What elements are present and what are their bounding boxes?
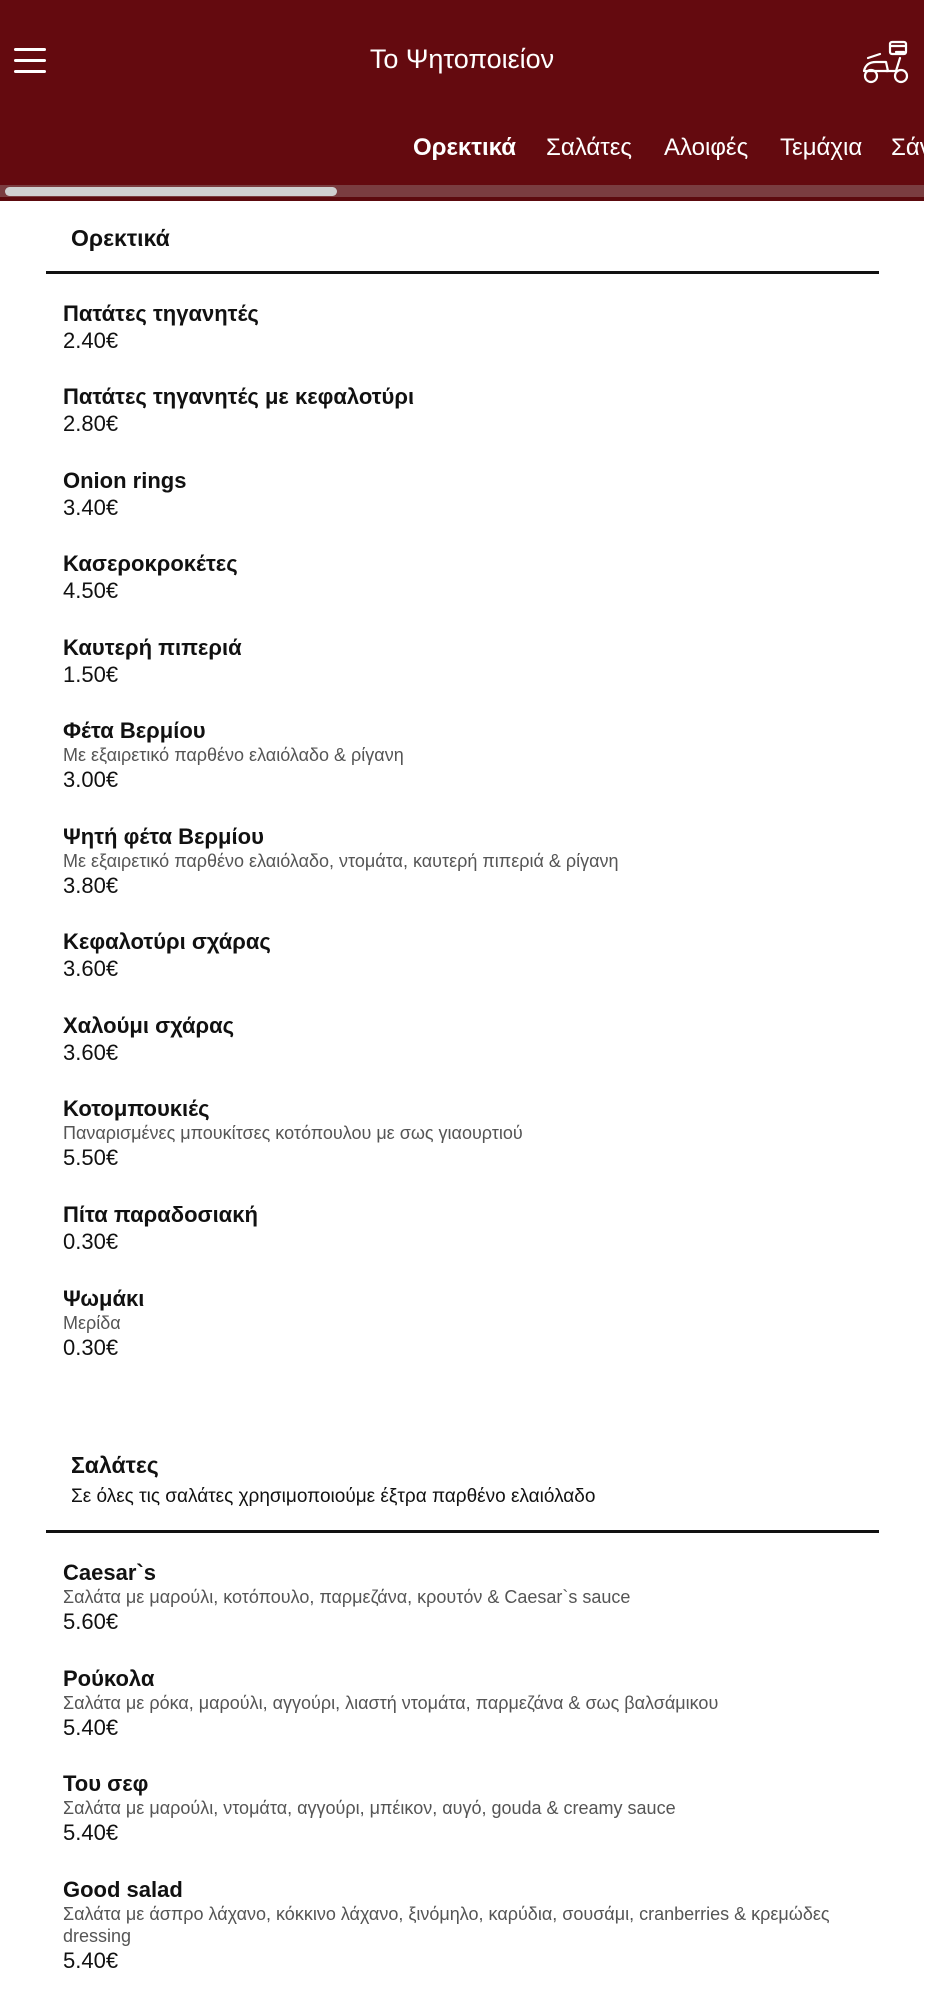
item-description: Σαλάτα με μαρούλι, κοτόπουλο, παρμεζάνα, κρουτόν & Caesar`s sauce	[63, 1587, 631, 1607]
item-price: 2.80€	[63, 411, 119, 436]
item-description: Σαλάτα με μαρούλι, ντομάτα, αγγούρι, μπέικον, αυγό, gouda & creamy sauce	[63, 1798, 676, 1818]
tab-temaxia[interactable]: Τεμάχια	[780, 134, 863, 161]
section-subtitle: Σε όλες τις σαλάτες χρησιμοποιούμε έξτρα παρθένο ελαιόλαδο	[71, 1486, 596, 1507]
item-name: Κασεροκροκέτες	[63, 551, 238, 576]
section-title: Ορεκτικά	[71, 225, 170, 251]
delivery-scooter-icon[interactable]	[860, 38, 912, 86]
menu-item[interactable]	[63, 824, 863, 900]
app-header	[0, 0, 924, 200]
menu-item[interactable]	[63, 1286, 863, 1362]
item-description: Σαλάτα με ρόκα, μαρούλι, αγγούρι, λιαστή ντομάτα, παρμεζάνα & σως βαλσάμικου	[63, 1693, 719, 1713]
menu-item[interactable]	[63, 468, 863, 522]
item-description: Με εξαιρετικό παρθένο ελαιόλαδο & ρίγανη	[63, 745, 404, 765]
menu-item[interactable]	[63, 635, 863, 689]
item-name: Του σεφ	[63, 1771, 149, 1796]
menu-item[interactable]	[63, 1771, 863, 1847]
menu-item[interactable]	[63, 1013, 863, 1067]
item-name: Caesar`s	[63, 1560, 156, 1585]
item-price: 2.40€	[63, 328, 119, 353]
item-description: Μερίδα	[63, 1313, 121, 1333]
item-price: 5.40€	[63, 1948, 119, 1973]
tab-orektika[interactable]: Ορεκτικά	[413, 134, 517, 161]
item-price: 5.50€	[63, 1145, 119, 1170]
item-price: 5.60€	[63, 1609, 119, 1634]
category-tabs	[0, 130, 932, 170]
item-name: Onion rings	[63, 468, 187, 493]
item-price: 5.40€	[63, 1820, 119, 1845]
app-title: Το Ψητοποιείον	[369, 44, 555, 74]
menu-item[interactable]	[63, 1096, 863, 1172]
menu-item[interactable]	[63, 929, 863, 983]
item-description: Με εξαιρετικό παρθένο ελαιόλαδο, ντομάτα, καυτερή πιπεριά & ρίγανη	[63, 851, 619, 871]
item-name: Good salad	[63, 1877, 183, 1902]
item-description: Παναρισμένες μπουκίτσες κοτόπουλου με σως γιαουρτιού	[63, 1123, 523, 1143]
menu-item[interactable]	[63, 301, 863, 355]
item-price: 5.40€	[63, 1715, 119, 1740]
menu-item[interactable]	[63, 1202, 863, 1256]
item-price: 3.80€	[63, 873, 119, 898]
item-name: Ψητή φέτα Βερμίου	[63, 824, 264, 849]
section-divider	[46, 1530, 879, 1533]
menu-item[interactable]	[63, 718, 863, 794]
item-name: Ψωμάκι	[63, 1286, 145, 1311]
menu-item[interactable]	[63, 384, 863, 438]
tabs-scrollbar-thumb[interactable]	[5, 187, 337, 196]
section-title: Σαλάτες	[71, 1452, 159, 1478]
tab-sandwich[interactable]: Σάν	[891, 134, 932, 161]
item-price: 0.30€	[63, 1229, 119, 1254]
item-price: 4.50€	[63, 578, 119, 603]
menu-item[interactable]	[63, 1560, 863, 1636]
item-price: 3.60€	[63, 956, 119, 981]
item-name: Κοτομπουκιές	[63, 1096, 210, 1121]
item-name: Χαλούμι σχάρας	[63, 1013, 235, 1038]
header-bottom-border	[0, 197, 924, 201]
menu-item[interactable]	[63, 551, 863, 605]
item-name: Πατάτες τηγανητές με κεφαλοτύρι	[63, 384, 415, 409]
item-description: Σαλάτα με άσπρο λάχανο, κόκκινο λάχανο, ξινόμηλο, καρύδια, σουσάμι, cranberries & κρεμώδες dressing	[63, 1904, 830, 1946]
item-name: Ρούκολα	[63, 1666, 155, 1691]
item-price: 3.40€	[63, 495, 119, 520]
menu-item[interactable]	[63, 1666, 863, 1742]
item-price: 3.00€	[63, 767, 119, 792]
item-name: Καυτερή πιπεριά	[63, 635, 242, 660]
tab-salates[interactable]: Σαλάτες	[546, 134, 632, 161]
item-name: Πίτα παραδοσιακή	[63, 1202, 258, 1227]
item-name: Φέτα Βερμίου	[63, 718, 206, 743]
section-divider	[46, 271, 879, 274]
item-price: 3.60€	[63, 1040, 119, 1065]
item-price: 1.50€	[63, 662, 119, 687]
menu-item[interactable]	[63, 1877, 863, 1975]
tab-aloifes[interactable]: Αλοιφές	[664, 134, 749, 161]
item-price: 0.30€	[63, 1335, 119, 1360]
item-name: Κεφαλοτύρι σχάρας	[63, 929, 271, 954]
item-name: Πατάτες τηγανητές	[63, 301, 259, 326]
